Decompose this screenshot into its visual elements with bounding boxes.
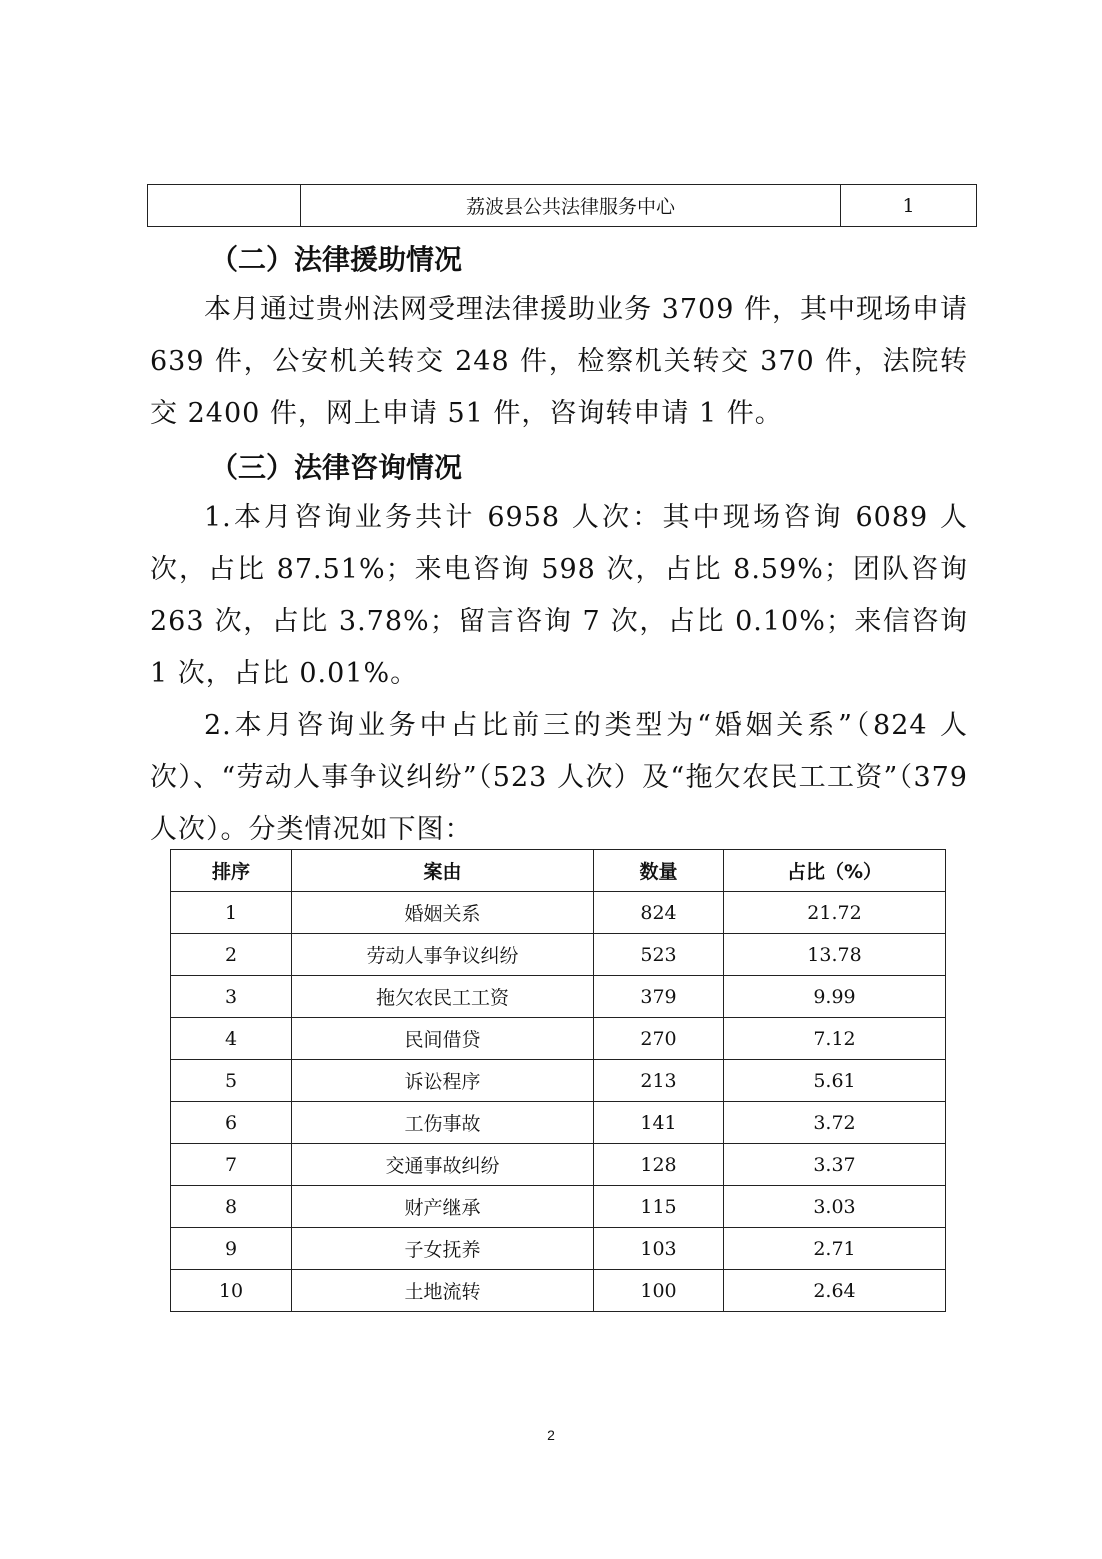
table-cell: 2.71	[724, 1228, 946, 1270]
table-cell: 财产继承	[292, 1186, 594, 1228]
table-cell: 工伤事故	[292, 1102, 594, 1144]
consultation-paragraph-1: 1.本月咨询业务共计 6958 人次：其中现场咨询 6089 人次，占比 87.51%；来电咨询 598 次，占比 8.59%；团队咨询 263 次，占比 3.78%；留言咨询 7 次，占比 0.10%；来信咨询 1 次，占比 0.01%。	[150, 502, 968, 689]
table-cell: 3.03	[724, 1186, 946, 1228]
table-cell: 115	[594, 1186, 724, 1228]
table-cell: 3.37	[724, 1144, 946, 1186]
table-cell: 2.64	[724, 1270, 946, 1312]
table-cell: 141	[594, 1102, 724, 1144]
table-cell: 13.78	[724, 934, 946, 976]
table-cell: 3.72	[724, 1102, 946, 1144]
table-cell	[148, 185, 301, 227]
table-cell: 824	[594, 892, 724, 934]
section-heading-legal-consultation: （三）法律咨询情况	[210, 451, 463, 484]
table-cell: 9	[171, 1228, 292, 1270]
table-cell: 子女抚养	[292, 1228, 594, 1270]
table-cell: 5.61	[724, 1060, 946, 1102]
table-cell: 7.12	[724, 1018, 946, 1060]
table-cell: 1	[841, 185, 977, 227]
table-cell: 21.72	[724, 892, 946, 934]
table-cell: 拖欠农民工工资	[292, 976, 594, 1018]
table-row	[171, 1018, 946, 1060]
table-cell: 6	[171, 1102, 292, 1144]
consultation-category-table	[170, 849, 946, 1312]
table-header-row	[171, 850, 946, 892]
table-row	[171, 1060, 946, 1102]
table-cell: 523	[594, 934, 724, 976]
table-cell: 劳动人事争议纠纷	[292, 934, 594, 976]
table-row	[171, 892, 946, 934]
table-row	[171, 976, 946, 1018]
consultation-paragraph-2: 2.本月咨询业务中占比前三的类型为“婚姻关系”（824 人次）、“劳动人事争议纠纷”（523 人次）及“拖欠农民工工资”（379 人次）。分类情况如下图：	[150, 710, 968, 845]
table-cell: 5	[171, 1060, 292, 1102]
top-table	[147, 184, 977, 227]
table-cell: 8	[171, 1186, 292, 1228]
table-cell: 婚姻关系	[292, 892, 594, 934]
table-cell: 土地流转	[292, 1270, 594, 1312]
table-cell: 诉讼程序	[292, 1060, 594, 1102]
table-cell: 213	[594, 1060, 724, 1102]
table-cell: 交通事故纠纷	[292, 1144, 594, 1186]
section-heading-legal-aid: （二）法律援助情况	[210, 243, 463, 276]
table-row	[171, 1144, 946, 1186]
legal-aid-paragraph: 本月通过贵州法网受理法律援助业务 3709 件，其中现场申请 639 件，公安机关转交 248 件，检察机关转交 370 件，法院转交 2400 件，网上申请 51 件，咨询转申请 1 件。	[150, 294, 969, 429]
table-row	[171, 1102, 946, 1144]
table-cell: 民间借贷	[292, 1018, 594, 1060]
table-cell: 103	[594, 1228, 724, 1270]
table-cell: 128	[594, 1144, 724, 1186]
table-row	[171, 1228, 946, 1270]
table-row	[148, 185, 977, 227]
table-cell: 270	[594, 1018, 724, 1060]
table-cell: 100	[594, 1270, 724, 1312]
page-number: 2	[547, 1427, 555, 1443]
table-cell: 荔波县公共法律服务中心	[301, 185, 841, 227]
table-cell: 3	[171, 976, 292, 1018]
table-cell: 10	[171, 1270, 292, 1312]
table-cell: 2	[171, 934, 292, 976]
column-header: 案由	[292, 850, 594, 892]
table-cell: 4	[171, 1018, 292, 1060]
table-row	[171, 1186, 946, 1228]
column-header: 排序	[171, 850, 292, 892]
table-row	[171, 934, 946, 976]
table-row	[171, 1270, 946, 1312]
table-cell: 7	[171, 1144, 292, 1186]
table-cell: 9.99	[724, 976, 946, 1018]
column-header: 占比（%）	[724, 850, 946, 892]
table-cell: 379	[594, 976, 724, 1018]
column-header: 数量	[594, 850, 724, 892]
table-cell: 1	[171, 892, 292, 934]
